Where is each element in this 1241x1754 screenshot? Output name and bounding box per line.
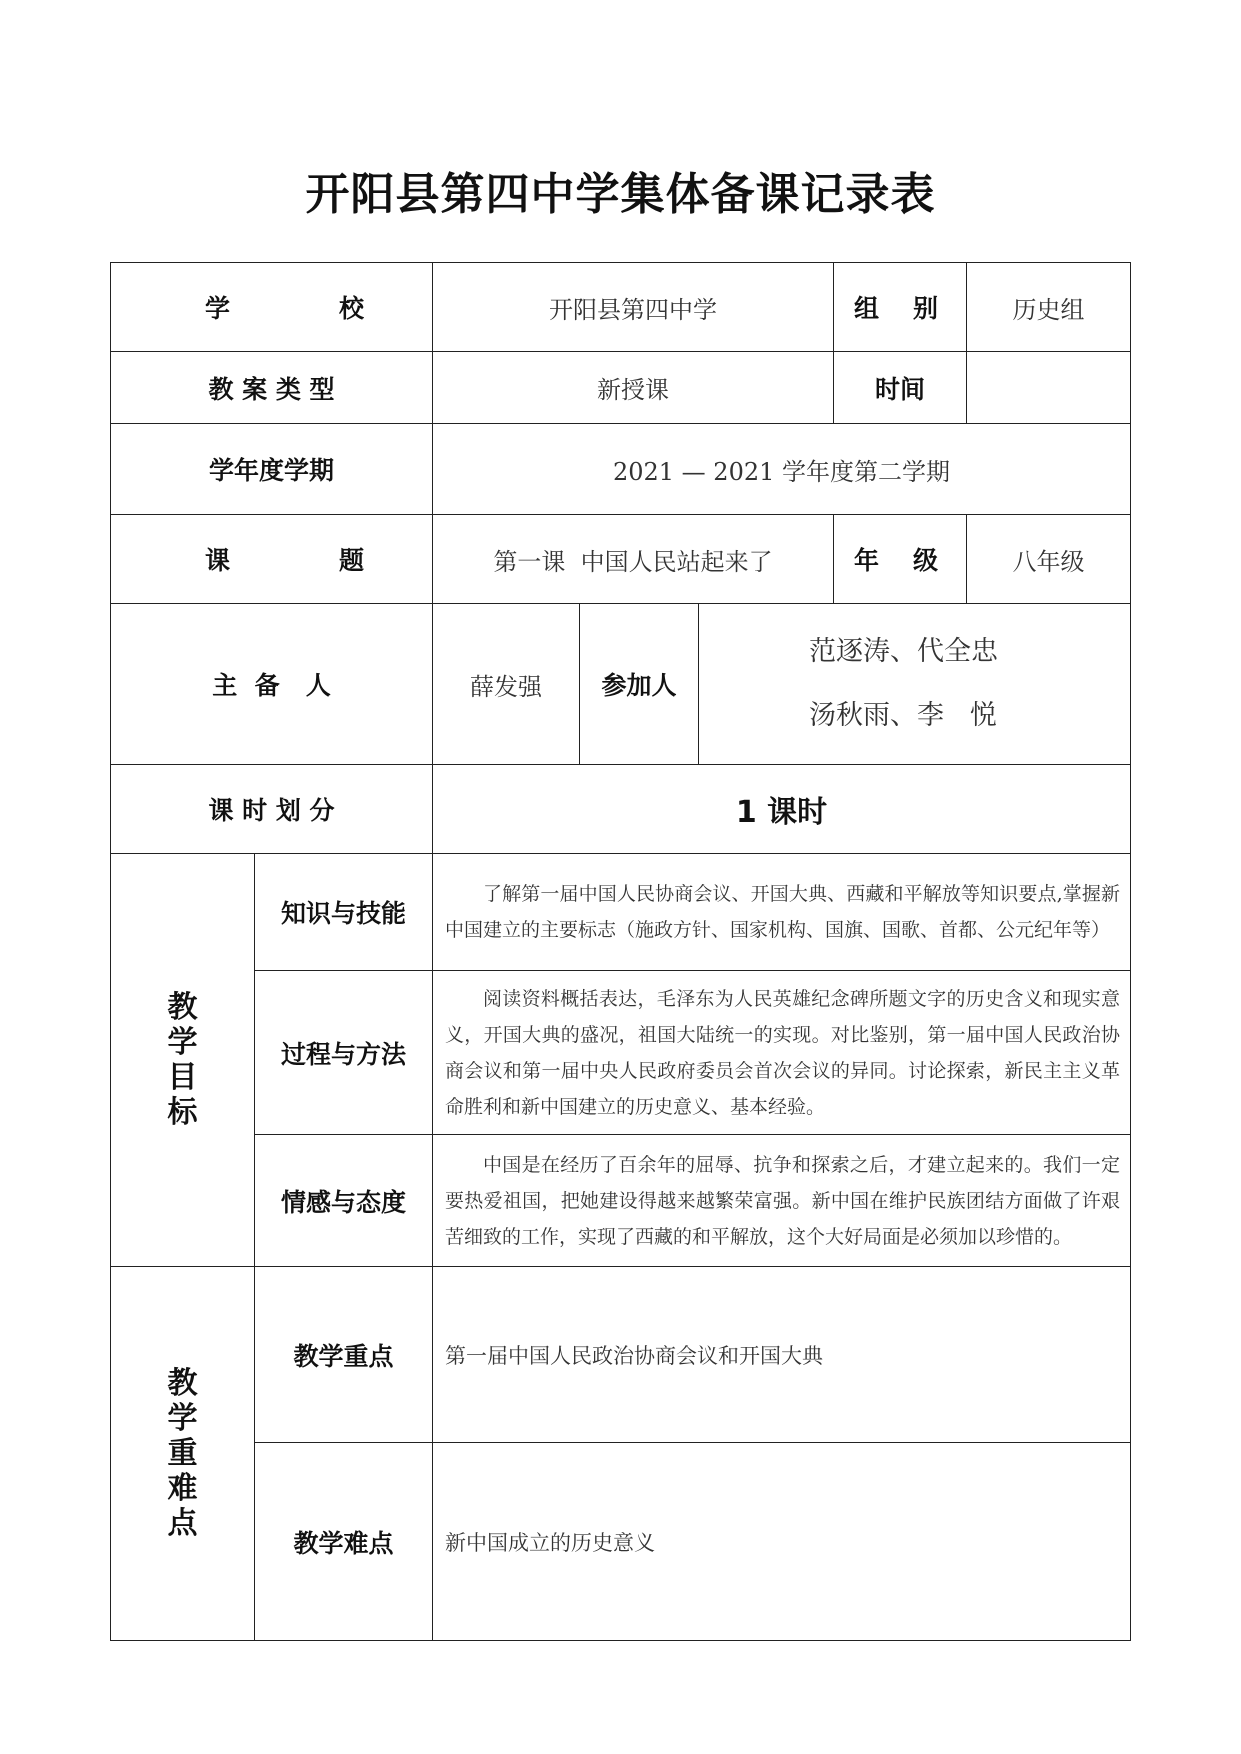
school-value: 开阳县第四中学 (432, 262, 834, 352)
goals-heading: 教 学 目 标 (110, 853, 255, 1267)
process-text: 阅读资料概括表达，毛泽东为人民英雄纪念碑所题文字的历史含义和现实意义，开国大典的盛况，祖国大陆统一的实现。对比鉴别，第一届中国人民政治协商会议和第一届中央人民政府委员会首次会议的异同。讨论探索，新民主主义革命胜利和新中国建立的历史意义、基本经验。 (445, 987, 1120, 1118)
attitude-text: 中国是在经历了百余年的屈辱、抗争和探索之后，才建立起来的。我们一定要热爱祖国，把她建设得越来越繁荣富强。新中国在维护民族团结方面做了许艰苦细致的工作，实现了西藏的和平解放，这个大好局面是必须加以珍惜的。 (445, 1153, 1120, 1248)
time-label: 时间 (833, 351, 967, 424)
difficulty-label: 教学难点 (254, 1442, 433, 1641)
knowledge-text: 了解第一届中国人民协商会议、开国大典、西藏和平解放等知识要点,掌握新中国建立的主要标志（施政方针、国家机构、国旗、国歌、首都、公元纪年等） (445, 883, 1120, 941)
participants-line-2: 汤秋雨、李 悦 (809, 700, 997, 731)
attitude-label: 情感与态度 (254, 1134, 433, 1267)
lesson-type-label: 教 案 类 型 (110, 351, 433, 424)
difficulty-text: 新中国成立的历史意义 (432, 1442, 1131, 1641)
time-value (966, 351, 1131, 424)
knowledge-label: 知识与技能 (254, 853, 433, 971)
knowledge-text-cell (432, 853, 1131, 971)
lead-preparer-value: 薛发强 (432, 603, 580, 765)
group-value: 历史组 (966, 262, 1131, 352)
process-label: 过程与方法 (254, 970, 433, 1135)
lead-preparer-label: 主 备 人 (110, 603, 433, 765)
group-label: 组 别 (833, 262, 967, 352)
process-text-cell (432, 970, 1131, 1135)
focus-label: 教学重点 (254, 1266, 433, 1443)
focus-text: 第一届中国人民政治协商会议和开国大典 (432, 1266, 1131, 1443)
periods-value: 1 课时 (432, 764, 1131, 854)
term-value: 2021 — 2021 学年度第二学期 (432, 423, 1131, 515)
participants-line-1: 范逐涛、代全忠 (809, 636, 998, 667)
topic-label: 课 题 (110, 514, 433, 604)
key-points-heading: 教 学 重 难 点 (110, 1266, 255, 1641)
grade-value: 八年级 (966, 514, 1131, 604)
periods-label: 课 时 划 分 (110, 764, 433, 854)
participants-label: 参加人 (579, 603, 699, 765)
lesson-type-value: 新授课 (432, 351, 834, 424)
term-label: 学年度学期 (110, 423, 433, 515)
grade-label: 年 级 (833, 514, 967, 604)
school-label: 学 校 (110, 262, 433, 352)
topic-value: 第一课 中国人民站起来了 (432, 514, 834, 604)
participants-list (698, 603, 1131, 765)
attitude-text-cell (432, 1134, 1131, 1267)
page-title: 开阳县第四中学集体备课记录表 (305, 169, 936, 220)
